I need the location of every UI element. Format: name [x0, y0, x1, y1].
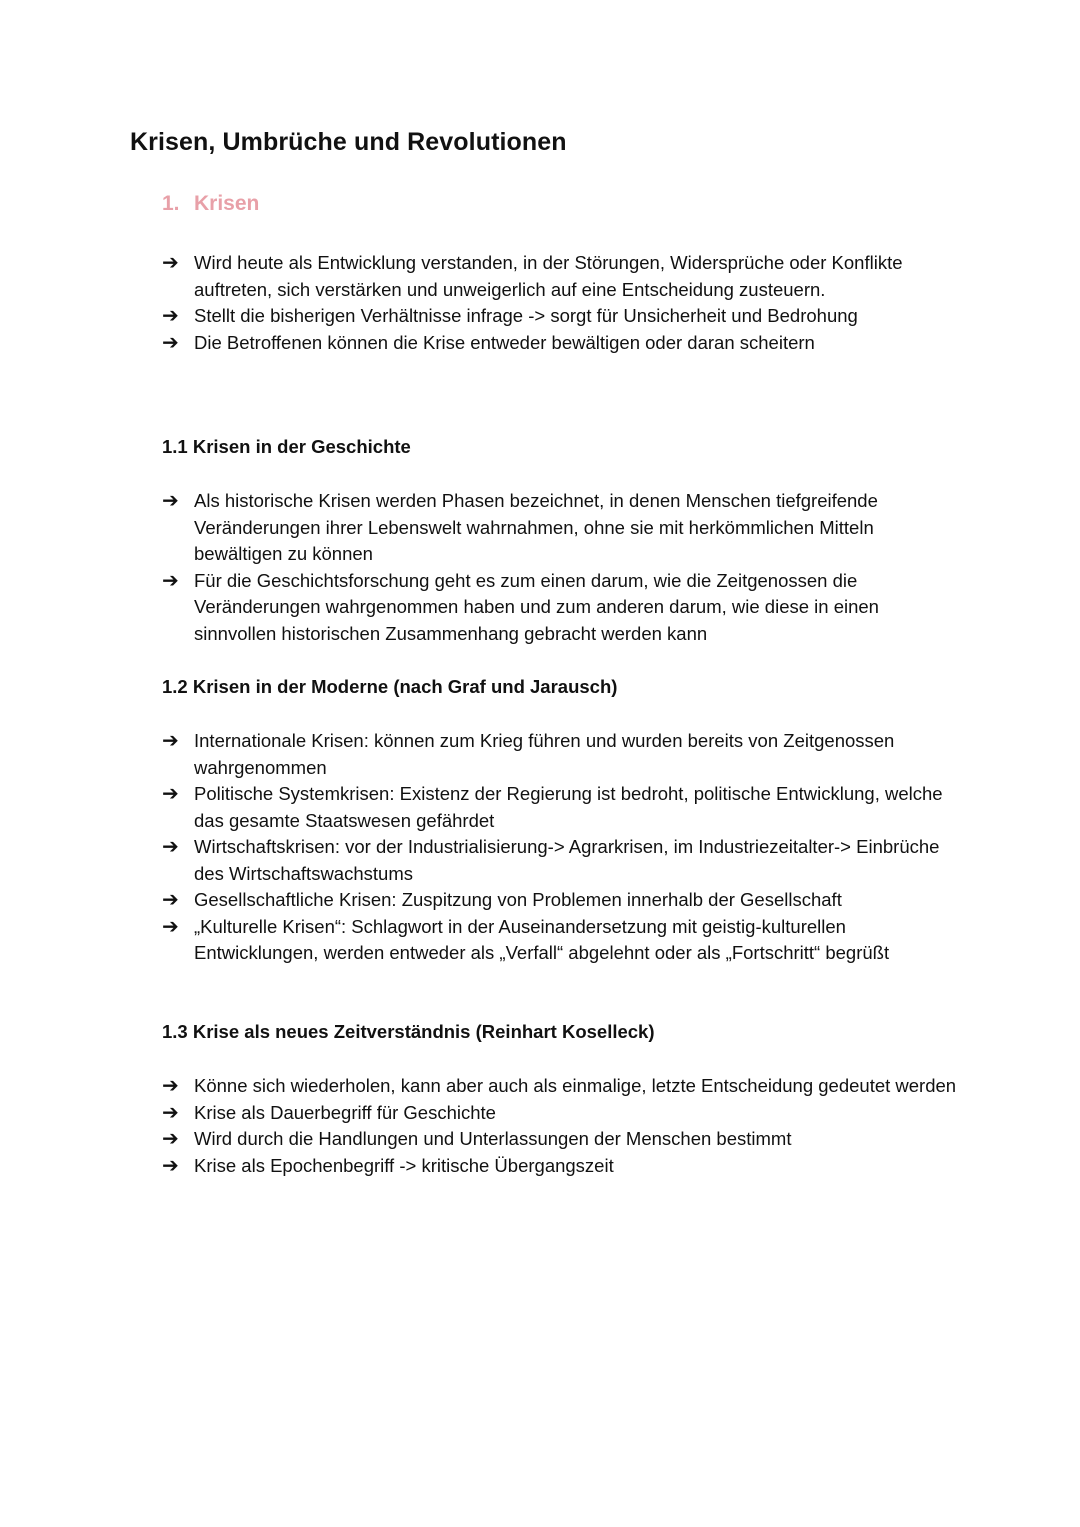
arrow-right-icon: ➔ [162, 490, 179, 512]
arrow-right-icon: ➔ [162, 915, 179, 938]
arrow-right-icon: ➔ [162, 1154, 179, 1177]
section-1-heading [162, 192, 259, 216]
list-item: ➔ Internationale Krisen: können zum Krieg führen und wurden bereits von Zeitgenossen wahrgenommen [162, 730, 895, 778]
section-1-number: 1. [162, 192, 180, 215]
section-1-2-list [162, 728, 962, 967]
list-item: ➔ Gesellschaftliche Krisen: Zuspitzung von Problemen innerhalb der Gesellschaft [162, 887, 962, 914]
list-item: ➔ Wird heute als Entwicklung verstanden, in der Störungen, Widersprüche oder Konflikte auftreten, sich verstärken und unweigerlich auf eine Entscheidung zusteuern. [162, 252, 903, 300]
list-item: ➔ Krise als Epochenbegriff -> kritische Übergangszeit [162, 1153, 962, 1180]
list-item: ➔ Politische Systemkrisen: Existenz der Regierung ist bedroht, politische Entwicklung, welche das gesamte Staatswesen gefährdet [162, 783, 943, 831]
list-item: ➔ Für die Geschichtsforschung geht es zum einen darum, wie die Zeitgenossen die Veränderungen wahrgenommen haben und zum anderen darum, wie diese in einen sinnvollen historischen Zusammenhang gebracht werden kann [162, 569, 879, 644]
list-item: ➔ Wirtschaftskrisen: vor der Industrialisierung-> Agrarkrisen, im Industriezeitalter-> Einbrüche des Wirtschaftswachstums [162, 836, 940, 884]
list-item: ➔ Die Betroffenen können die Krise entweder bewältigen oder daran scheitern [162, 330, 962, 357]
section-1-3-heading: 1.3 Krise als neues Zeitverständnis (Reinhart Koselleck) [162, 1021, 655, 1042]
list-item: ➔ Als historische Krisen werden Phasen bezeichnet, in denen Menschen tiefgreifende Veränderungen ihrer Lebenswelt wahrnahmen, ohne sie mit herkömmlichen Mitteln bewältigen zu können [162, 490, 878, 564]
arrow-right-icon: ➔ [162, 1128, 179, 1150]
arrow-right-icon: ➔ [162, 836, 179, 858]
arrow-right-icon: ➔ [162, 1101, 179, 1124]
page-title: Krisen, Umbrüche und Revolutionen [130, 128, 567, 156]
section-1-1-list [162, 488, 962, 647]
section-1-list [162, 250, 962, 356]
arrow-right-icon: ➔ [162, 730, 179, 752]
list-item: ➔ „Kulturelle Krisen“: Schlagwort in der Auseinandersetzung mit geistig-kulturellen Entwicklungen, werden entweder als „Verfall“ abgelehnt oder als „Fortschritt“ begrüßt [162, 915, 890, 963]
list-item: ➔ Krise als Dauerbegriff für Geschichte [162, 1100, 962, 1127]
list-item: ➔ Stellt die bisherigen Verhältnisse infrage -> sorgt für Unsicherheit und Bedrohung [162, 303, 962, 330]
arrow-right-icon: ➔ [162, 252, 179, 274]
section-1-1-heading: 1.1 Krisen in der Geschichte [162, 436, 411, 457]
arrow-right-icon: ➔ [162, 305, 179, 327]
section-1-2-heading: 1.2 Krisen in der Moderne (nach Graf und Jarausch) [162, 676, 618, 697]
arrow-right-icon: ➔ [162, 1075, 179, 1097]
section-1-label: Krisen [194, 192, 260, 215]
list-item: ➔ Wird durch die Handlungen und Unterlassungen der Menschen bestimmt [162, 1126, 962, 1153]
arrow-right-icon: ➔ [162, 783, 179, 805]
arrow-right-icon: ➔ [162, 569, 179, 592]
arrow-right-icon: ➔ [162, 331, 179, 354]
arrow-right-icon: ➔ [162, 889, 179, 911]
list-item: ➔ Könne sich wiederholen, kann aber auch als einmalige, letzte Entscheidung gedeutet werden [162, 1073, 962, 1100]
section-1-3-list [162, 1073, 962, 1179]
